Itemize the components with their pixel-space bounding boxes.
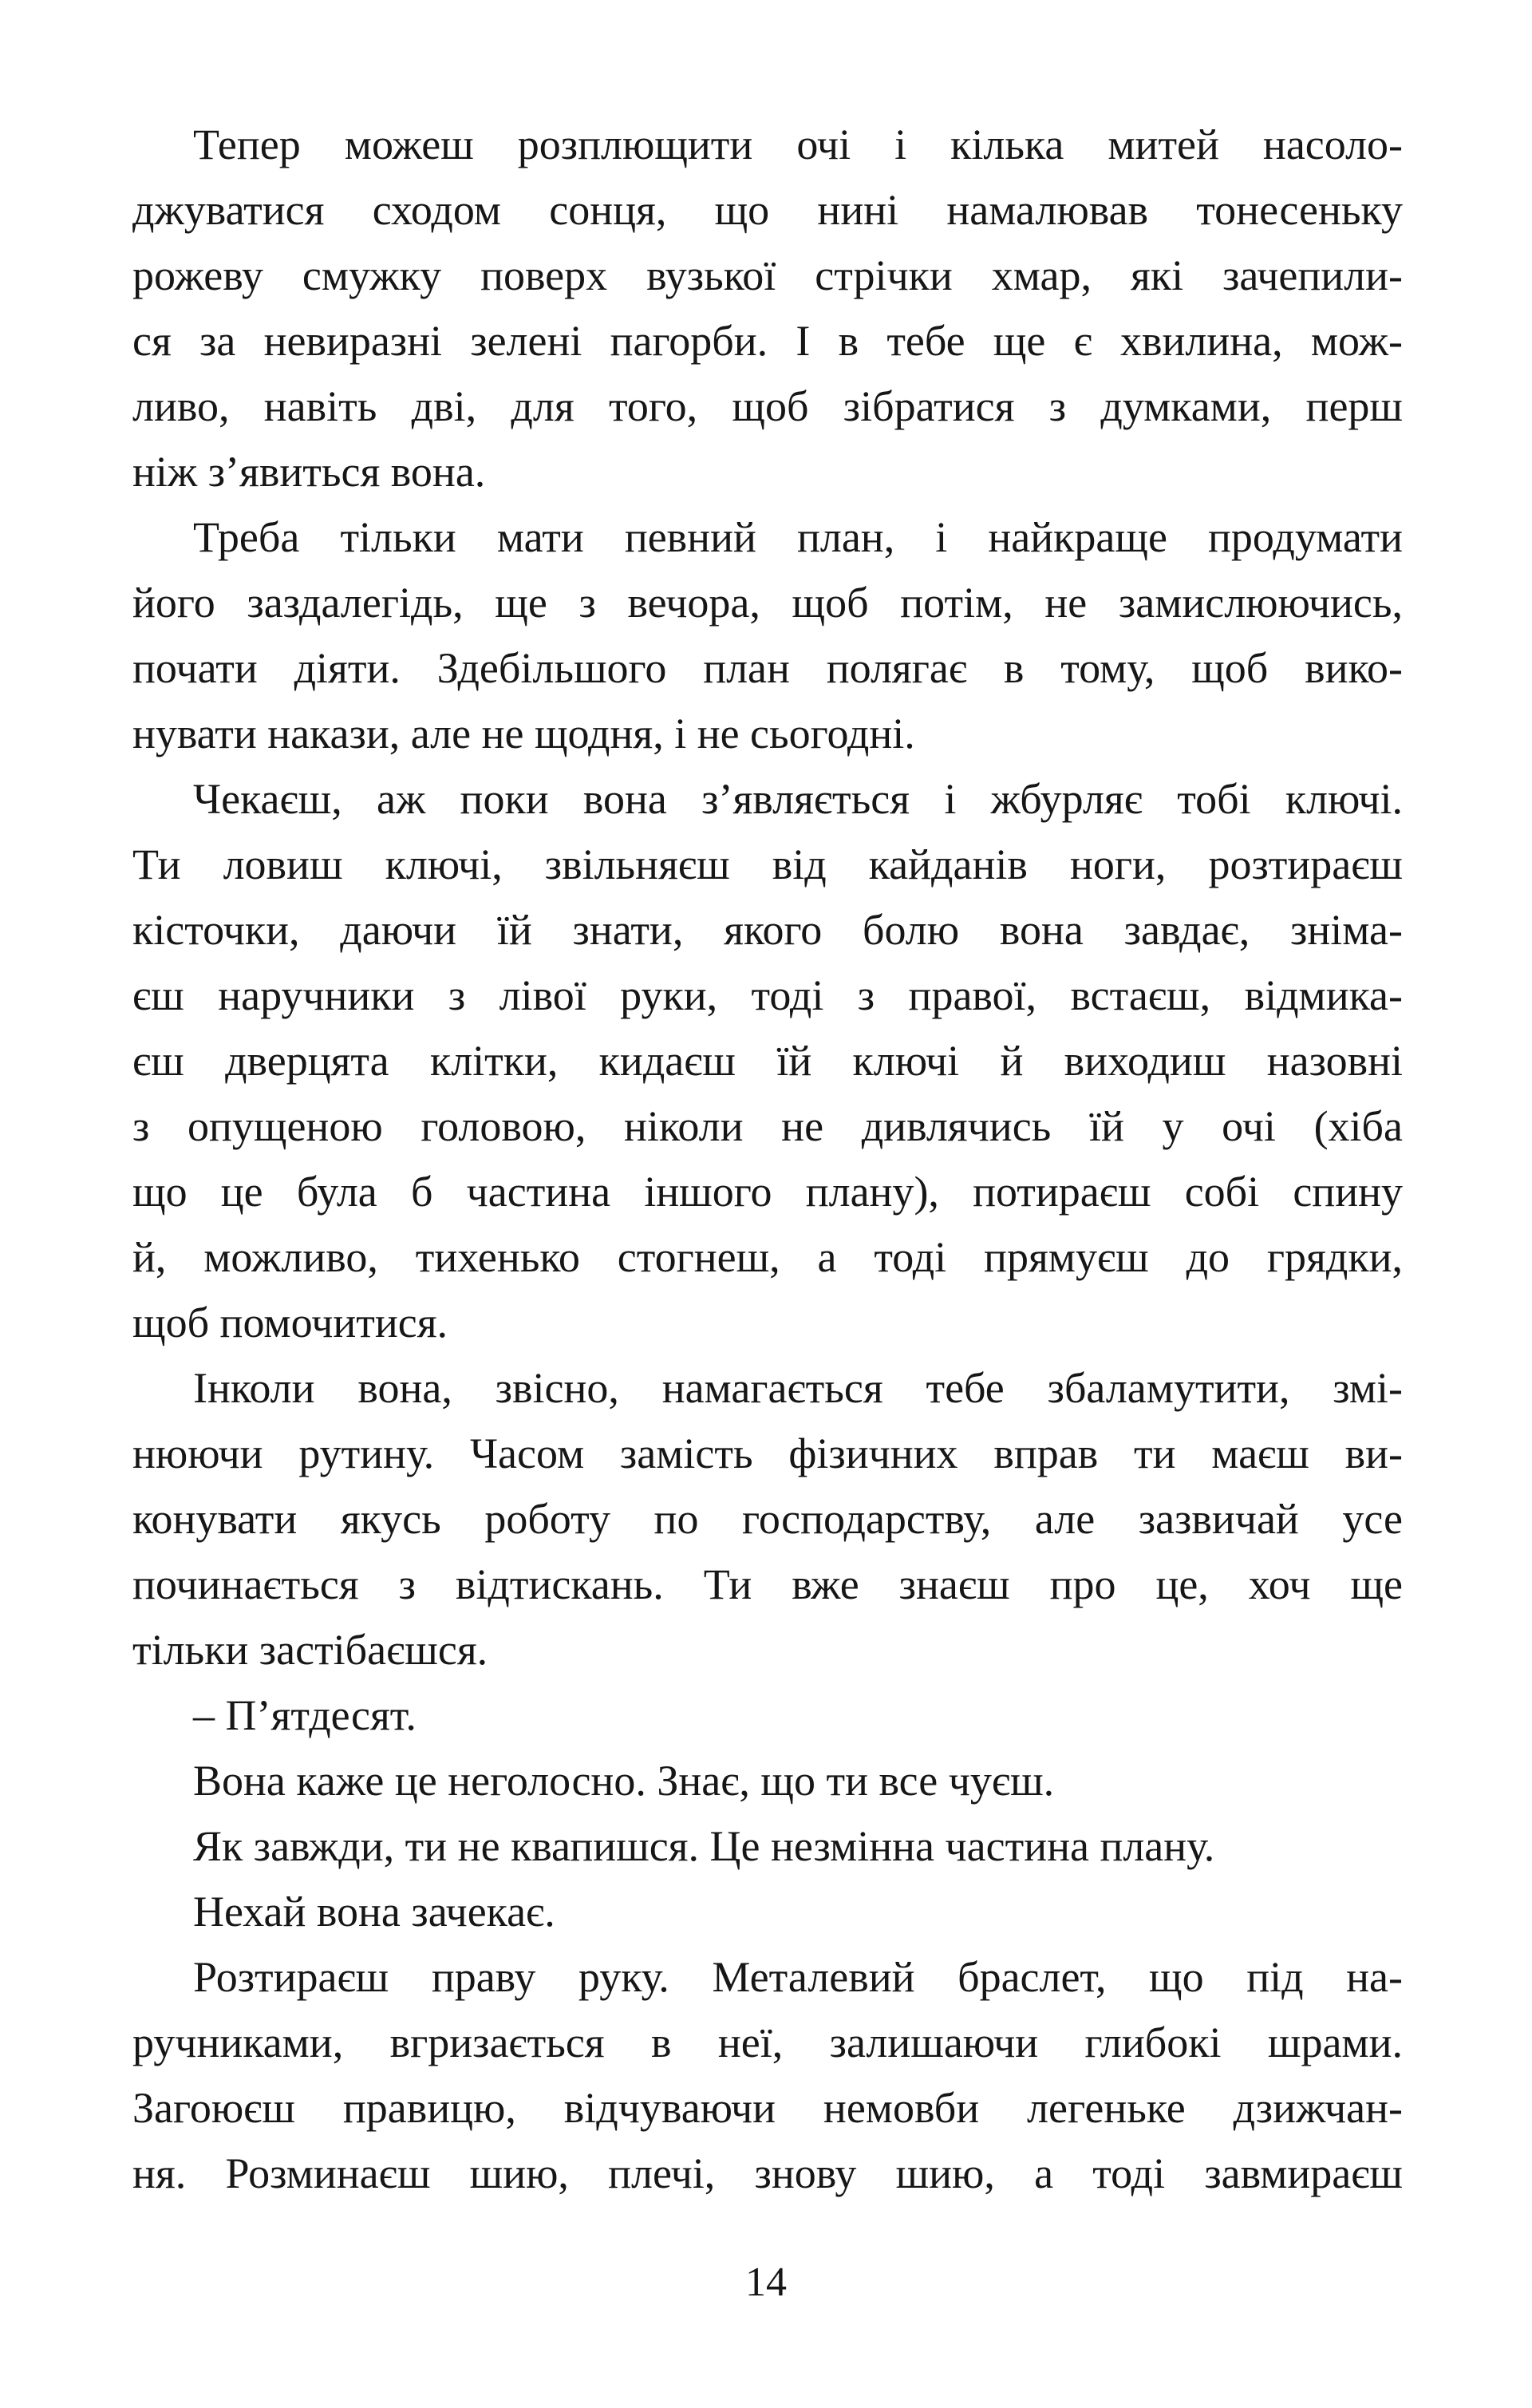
paragraph (132, 1748, 1403, 1813)
text-line: нюючи рутину. Часом замість фізичних вправ ти маєш ви- (132, 1429, 1403, 1477)
text-line: рожеву смужку поверх вузької стрічки хмар, які зачепили- (132, 251, 1403, 299)
text-line: нувати накази, але не щодня, і не сьогодні. (132, 710, 915, 757)
paragraph (132, 1682, 1403, 1748)
text-line: почати діяти. Здебільшого план полягає в тому, щоб вико- (132, 644, 1403, 692)
text-line: – П’ятдесят. (193, 1691, 417, 1739)
text-line: ніж з’явиться вона. (132, 448, 486, 496)
text-line: ня. Розминаєш шию, плечі, знову шию, а тоді завмираєш (132, 2149, 1403, 2197)
text-line: й, можливо, тихенько стогнеш, а тоді прямуєш до грядки, (132, 1233, 1403, 1281)
text-line: щоб помочитися. (132, 1299, 448, 1346)
text-line: ручниками, вгризається в неї, залишаючи глибокі шрами. (132, 2019, 1403, 2066)
paragraph (132, 112, 1403, 504)
text-line: Нехай вона зачекає. (193, 1888, 555, 1935)
text-line: ся за невиразні зелені пагорби. І в тебе ще є хвилина, мож- (132, 317, 1403, 365)
text-line: починається з відтискань. Ти вже знаєш про це, хоч ще (132, 1560, 1403, 1608)
text-line: Ти ловиш ключі, звільняєш від кайданів ноги, розтираєш (132, 840, 1403, 888)
text-line: ливо, навіть дві, для того, щоб зібратися з думками, перш (132, 382, 1403, 430)
paragraph (132, 766, 1403, 1355)
text-line: єш дверцята клітки, кидаєш їй ключі й виходиш назовні (132, 1037, 1403, 1085)
text-line: Треба тільки мати певний план, і найкраще продумати (193, 513, 1403, 561)
text-line: Загоюєш правицю, відчуваючи немовби легеньке дзижчан- (132, 2084, 1403, 2132)
text-line: конувати якусь роботу по господарству, але зазвичай усе (132, 1495, 1403, 1543)
text-line: Інколи вона, звісно, намагається тебе збаламутити, змі- (193, 1364, 1403, 1412)
text-line: кісточки, даючи їй знати, якого болю вона завдає, зніма- (132, 906, 1403, 954)
paragraph (132, 1879, 1403, 1944)
text-line: Розтираєш праву руку. Металевий браслет, що під на- (193, 1953, 1403, 2001)
page-number: 14 (745, 2260, 787, 2305)
text-line: Тепер можеш розплющити очі і кілька митей насоло- (193, 121, 1403, 168)
text-block (132, 112, 1403, 2206)
text-line: джуватися сходом сонця, що нині намалював тонесеньку (132, 186, 1403, 234)
text-line: з опущеною головою, ніколи не дивлячись їй у очі (хіба (132, 1102, 1403, 1150)
text-line: що це була б частина іншого плану), потираєш собі спину (132, 1168, 1403, 1216)
paragraph (132, 1813, 1403, 1879)
text-line: єш наручники з лівої руки, тоді з правої, встаєш, відмика- (132, 971, 1403, 1019)
text-line: тільки застібаєшся. (132, 1626, 488, 1674)
text-line: Чекаєш, аж поки вона з’являється і жбурляє тобі ключі. (193, 775, 1403, 823)
paragraph (132, 504, 1403, 766)
text-line: Вона каже це неголосно. Знає, що ти все чуєш. (193, 1757, 1055, 1805)
text-line: Як завжди, ти не квапишся. Це незмінна частина плану. (193, 1822, 1215, 1870)
text-line: його заздалегідь, ще з вечора, щоб потім, не замислюючись, (132, 579, 1403, 627)
paragraph (132, 1355, 1403, 1682)
paragraph (132, 1944, 1403, 2206)
